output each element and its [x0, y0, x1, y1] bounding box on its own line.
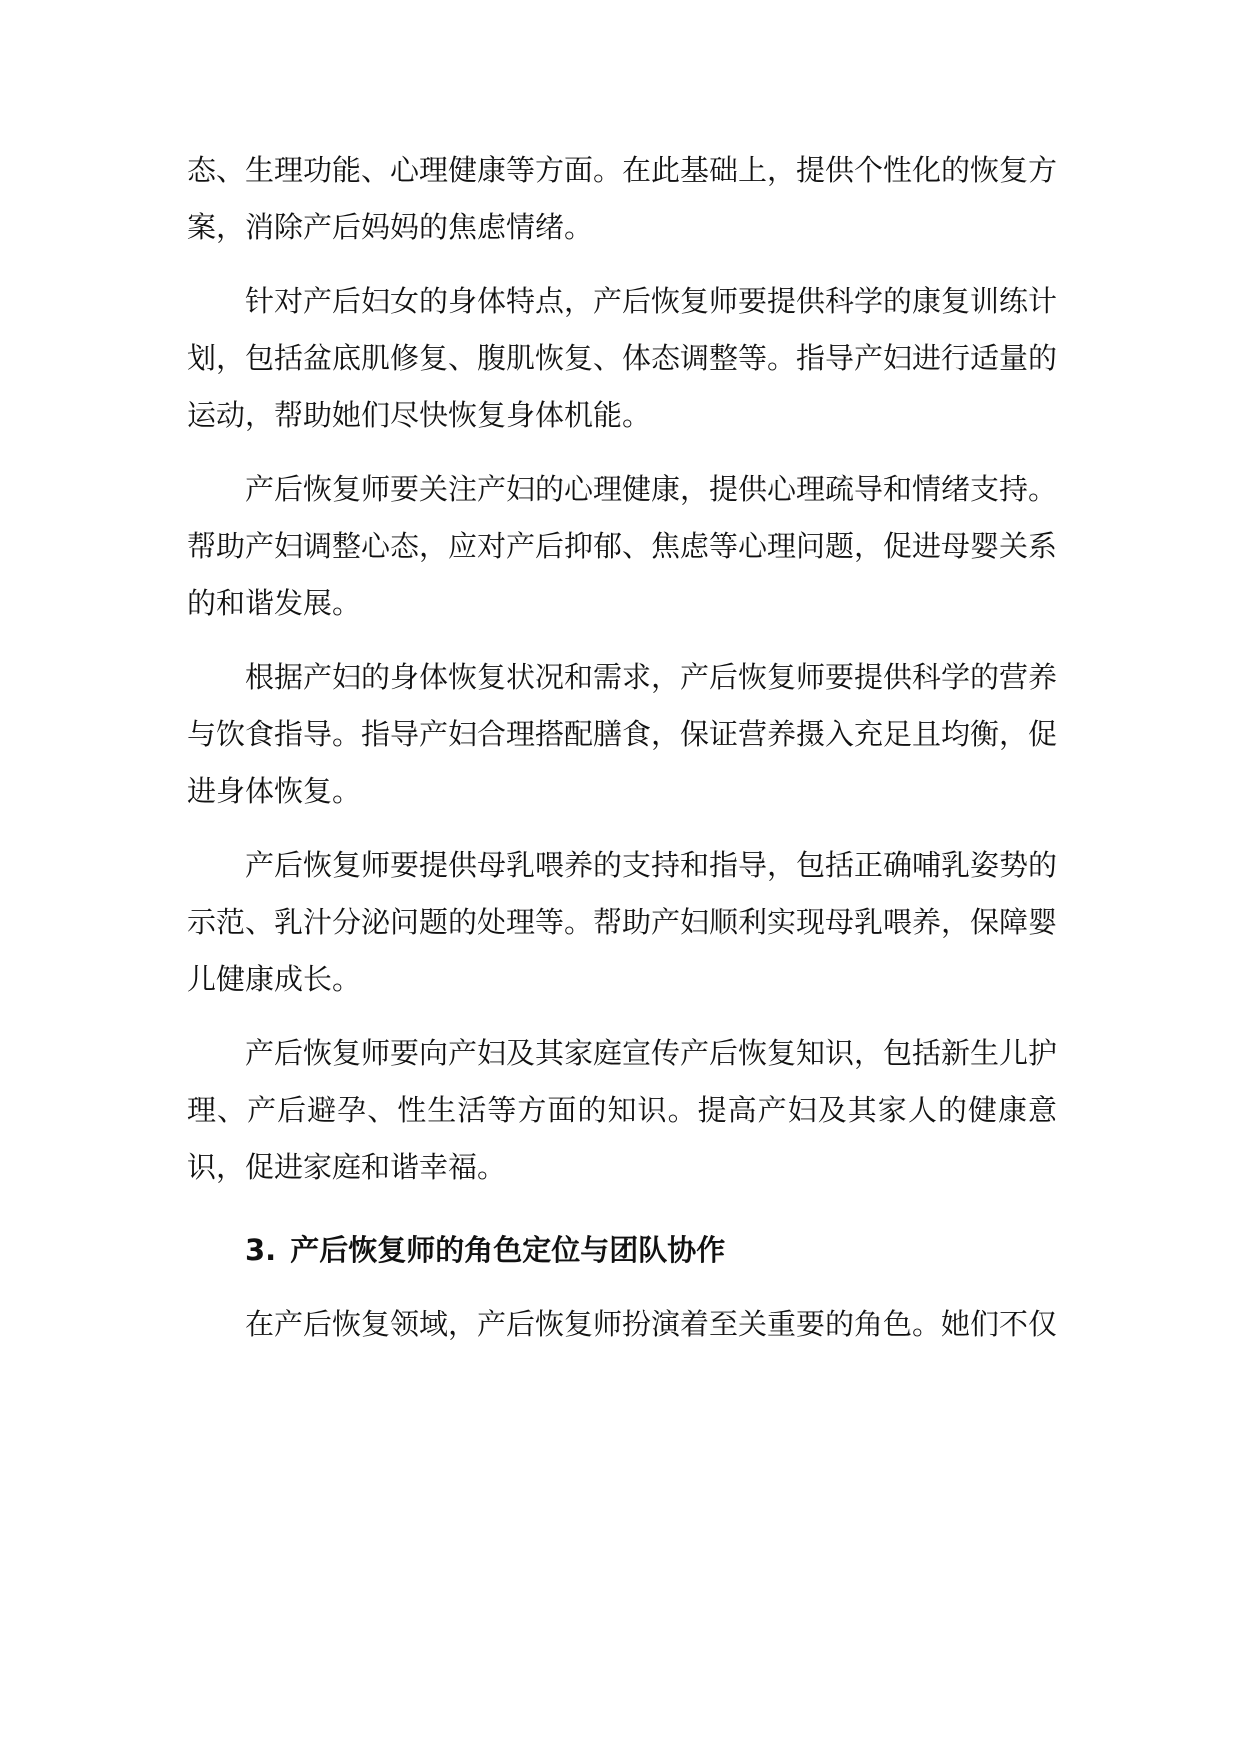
paragraph-continuation: 态、生理功能、心理健康等方面。在此基础上，提供个性化的恢复方案，消除产后妈妈的焦虑情绪。 — [187, 153, 1058, 244]
paragraph-rehab-training: 针对产后妇女的身体特点，产后恢复师要提供科学的康复训练计划，包括盆底肌修复、腹肌恢复、体态调整等。指导产妇进行适量的运动，帮助她们尽快恢复身体机能。 — [187, 284, 1058, 432]
document-body — [187, 142, 1057, 1370]
paragraph-breastfeeding: 产后恢复师要提供母乳喂养的支持和指导，包括正确哺乳姿势的示范、乳汁分泌问题的处理等。帮助产妇顺利实现母乳喂养，保障婴儿健康成长。 — [187, 848, 1058, 996]
paragraph-nutrition: 根据产妇的身体恢复状况和需求，产后恢复师要提供科学的营养与饮食指导。指导产妇合理搭配膳食，保证营养摄入充足且均衡，促进身体恢复。 — [187, 660, 1058, 808]
section-title: 产后恢复师的角色定位与团队协作 — [290, 1233, 726, 1267]
section-heading — [245, 1222, 1057, 1279]
paragraph-education: 产后恢复师要向产妇及其家庭宣传产后恢复知识，包括新生儿护理、产后避孕、性生活等方面的知识。提高产妇及其家人的健康意识，促进家庭和谐幸福。 — [187, 1036, 1058, 1184]
section-number: 3. — [245, 1233, 277, 1267]
paragraph-role: 在产后恢复领域，产后恢复师扮演着至关重要的角色。她们不仅 — [245, 1307, 1058, 1341]
paragraph-mental-health: 产后恢复师要关注产妇的心理健康，提供心理疏导和情绪支持。帮助产妇调整心态，应对产后抑郁、焦虑等心理问题，促进母婴关系的和谐发展。 — [187, 472, 1058, 620]
